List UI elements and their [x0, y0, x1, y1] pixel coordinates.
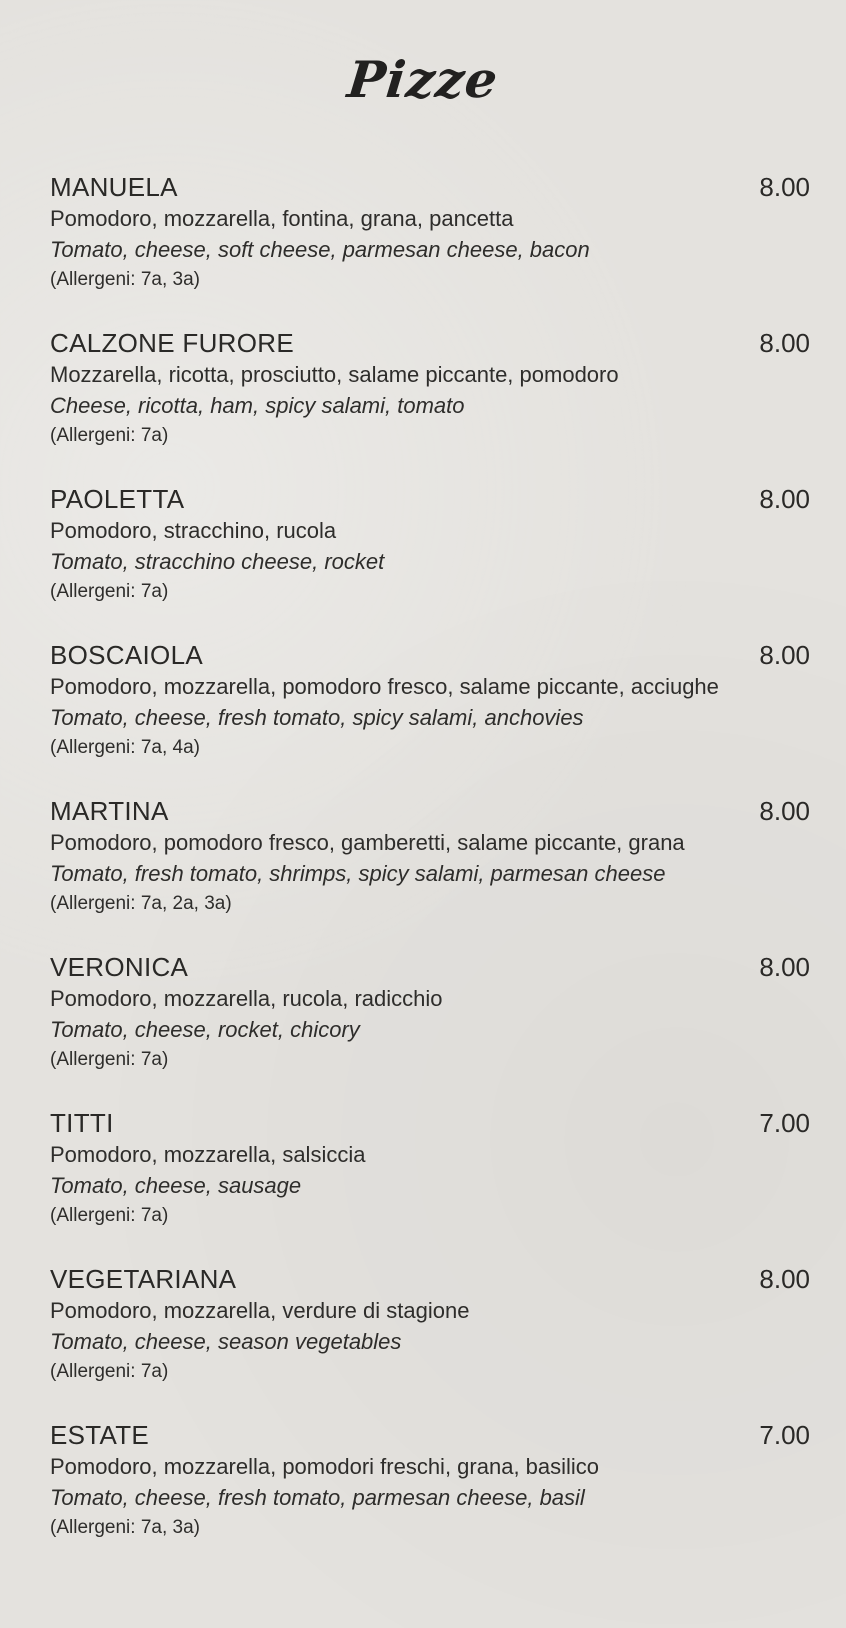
item-ingredients-en: Tomato, cheese, sausage	[50, 1173, 302, 1198]
item-price: 8.00	[759, 952, 810, 982]
item-price: 8.00	[759, 328, 810, 358]
item-allergens: (Allergeni: 7a, 4a)	[50, 737, 200, 758]
item-price: 8.00	[759, 1264, 810, 1294]
item-ingredients-en: Tomato, fresh tomato, shrimps, spicy salami, parmesan cheese	[50, 861, 666, 886]
menu-item	[50, 950, 810, 1106]
item-ingredients-en: Tomato, cheese, fresh tomato, spicy salami, anchovies	[50, 705, 584, 730]
item-ingredients-it: Pomodoro, mozzarella, fontina, grana, pancetta	[50, 206, 514, 231]
item-allergens: (Allergeni: 7a)	[50, 1049, 169, 1070]
item-allergens: (Allergeni: 7a)	[50, 425, 169, 446]
menu-item	[50, 1106, 810, 1262]
item-ingredients-en: Tomato, stracchino cheese, rocket	[50, 549, 385, 574]
item-allergens: (Allergeni: 7a)	[50, 1205, 169, 1226]
menu-item	[50, 482, 810, 638]
item-ingredients-en: Tomato, cheese, fresh tomato, parmesan cheese, basil	[50, 1485, 585, 1510]
item-allergens: (Allergeni: 7a, 2a, 3a)	[50, 893, 232, 914]
item-ingredients-it: Pomodoro, pomodoro fresco, gamberetti, salame piccante, grana	[50, 830, 685, 855]
item-price: 8.00	[759, 796, 810, 826]
item-name: CALZONE FURORE	[50, 328, 295, 358]
item-name: TITTI	[50, 1108, 114, 1138]
item-ingredients-it: Pomodoro, mozzarella, rucola, radicchio	[50, 986, 443, 1011]
item-name: VERONICA	[50, 952, 189, 982]
item-name: MARTINA	[50, 796, 169, 826]
menu-item	[50, 1262, 810, 1418]
item-name: PAOLETTA	[50, 484, 185, 514]
item-allergens: (Allergeni: 7a)	[50, 1361, 169, 1382]
item-ingredients-it: Pomodoro, mozzarella, salsiccia	[50, 1142, 366, 1167]
item-price: 7.00	[759, 1420, 810, 1450]
item-ingredients-en: Tomato, cheese, soft cheese, parmesan cheese, bacon	[50, 237, 590, 262]
menu-item	[50, 326, 810, 482]
item-price: 7.00	[759, 1108, 810, 1138]
item-ingredients-en: Cheese, ricotta, ham, spicy salami, tomato	[50, 393, 465, 418]
item-allergens: (Allergeni: 7a, 3a)	[50, 269, 200, 290]
item-ingredients-it: Pomodoro, mozzarella, verdure di stagione	[50, 1298, 470, 1323]
menu-list	[50, 170, 810, 1574]
menu-item	[50, 638, 810, 794]
item-allergens: (Allergeni: 7a)	[50, 581, 169, 602]
item-ingredients-it: Pomodoro, mozzarella, pomodoro fresco, salame piccante, acciughe	[50, 674, 719, 699]
item-ingredients-it: Mozzarella, ricotta, prosciutto, salame piccante, pomodoro	[50, 362, 619, 387]
item-name: BOSCAIOLA	[50, 640, 203, 670]
page-title: Pizze	[344, 50, 502, 109]
item-ingredients-en: Tomato, cheese, season vegetables	[50, 1329, 402, 1354]
item-name: VEGETARIANA	[50, 1264, 237, 1294]
item-price: 8.00	[759, 640, 810, 670]
item-ingredients-it: Pomodoro, mozzarella, pomodori freschi, grana, basilico	[50, 1454, 600, 1479]
item-allergens: (Allergeni: 7a, 3a)	[50, 1517, 200, 1538]
item-price: 8.00	[759, 484, 810, 514]
menu-item	[50, 170, 810, 326]
item-name: ESTATE	[50, 1420, 150, 1450]
item-ingredients-it: Pomodoro, stracchino, rucola	[50, 518, 337, 543]
item-ingredients-en: Tomato, cheese, rocket, chicory	[50, 1017, 360, 1042]
item-price: 8.00	[759, 172, 810, 202]
item-name: MANUELA	[50, 172, 178, 202]
menu-item	[50, 1418, 810, 1574]
menu-item	[50, 794, 810, 950]
